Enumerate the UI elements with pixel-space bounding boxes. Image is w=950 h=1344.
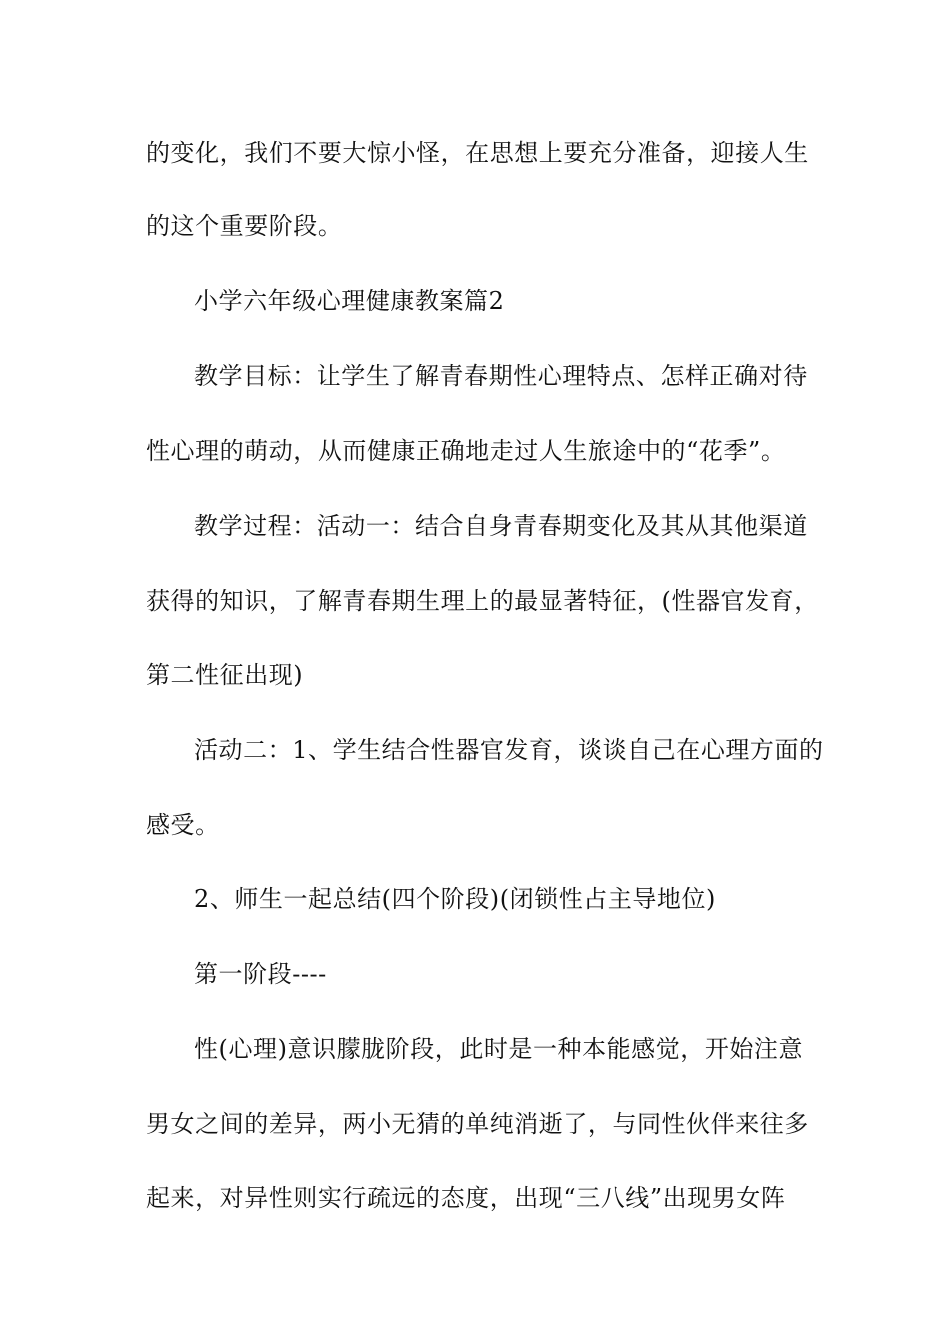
text-line: 第二性征出现) xyxy=(146,661,304,689)
section-heading: 小学六年级心理健康教案篇2 xyxy=(194,287,505,315)
text-line: 性心理的萌动，从而健康正确地走过人生旅途中的“花季”。 xyxy=(146,437,786,465)
text-line: 感受。 xyxy=(146,811,220,839)
text-line: 教学过程：活动一：结合自身青春期变化及其从其他渠道 xyxy=(194,512,808,540)
text-line: 2、师生一起总结(四个阶段)(闭锁性占主导地位) xyxy=(194,885,716,913)
text-line: 的这个重要阶段。 xyxy=(146,212,343,240)
text-line: 获得的知识，了解青春期生理上的最显著特征，(性器官发育， xyxy=(146,587,819,615)
text-line: 的变化，我们不要大惊小怪，在思想上要充分准备，迎接人生 xyxy=(146,139,809,167)
text-line: 男女之间的差异，两小无猜的单纯消逝了，与同性伙伴来往多 xyxy=(146,1110,809,1138)
text-line: 教学目标：让学生了解青春期性心理特点、怎样正确对待 xyxy=(194,362,808,390)
text-line: 活动二：1、学生结合性器官发育，谈谈自己在心理方面的 xyxy=(194,736,824,764)
text-line: 起来，对异性则实行疏远的态度，出现“三八线”出现男女阵 xyxy=(146,1184,786,1212)
text-line: 第一阶段---- xyxy=(194,960,327,988)
text-line: 性(心理)意识朦胧阶段，此时是一种本能感觉，开始注意 xyxy=(194,1035,804,1063)
